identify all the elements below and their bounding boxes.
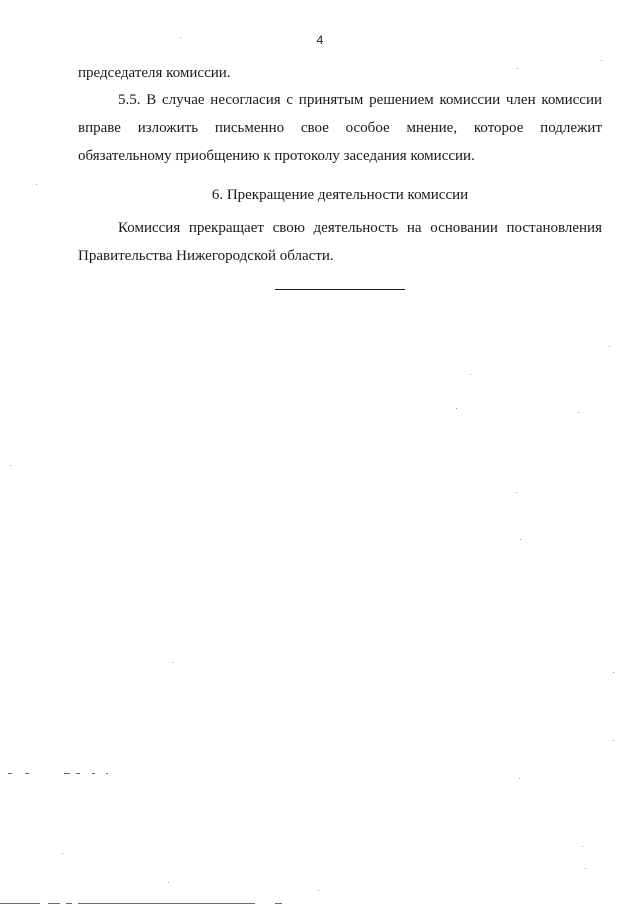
page-number: 4 <box>316 33 324 47</box>
scan-speck <box>578 412 579 413</box>
scan-speck <box>456 408 457 409</box>
scan-speck <box>318 890 319 891</box>
scan-speck <box>10 465 11 466</box>
scan-speck <box>613 672 614 673</box>
scan-speck <box>609 346 610 347</box>
scan-speck <box>613 740 614 741</box>
scan-speck <box>36 184 37 185</box>
scan-speck <box>62 853 63 854</box>
scan-speck <box>601 60 602 61</box>
scan-speck <box>585 868 586 869</box>
section-6-line-2: Правительства Нижегородской области. <box>78 248 334 264</box>
scan-speck <box>470 374 471 375</box>
clause-5-5-line-1: 5.5. В случае несогласия с принятым решением комиссии член комиссии <box>118 92 602 108</box>
scan-speck <box>168 882 169 883</box>
scan-speck <box>582 846 583 847</box>
scan-specks <box>10 37 614 891</box>
section-6-heading: 6. Прекращение деятельности комиссии <box>211 187 469 203</box>
scan-speck <box>180 37 181 38</box>
section-6-line-1: Комиссия прекращает свою деятельность на основании постановления <box>118 220 602 236</box>
clause-5-5-line-3: обязательному приобщению к протоколу заседания комиссии. <box>78 148 475 164</box>
scan-speck <box>520 539 521 540</box>
scan-speck <box>516 492 517 493</box>
scan-speck <box>172 662 173 663</box>
paragraph-continuation-text: председателя комиссии. <box>78 65 231 81</box>
scan-speck <box>517 68 518 69</box>
scan-dashes <box>0 774 282 904</box>
scan-speck <box>519 778 520 779</box>
clause-5-5-line-2: вправе изложить письменно свое особое мнение, которое подлежит <box>78 120 602 136</box>
